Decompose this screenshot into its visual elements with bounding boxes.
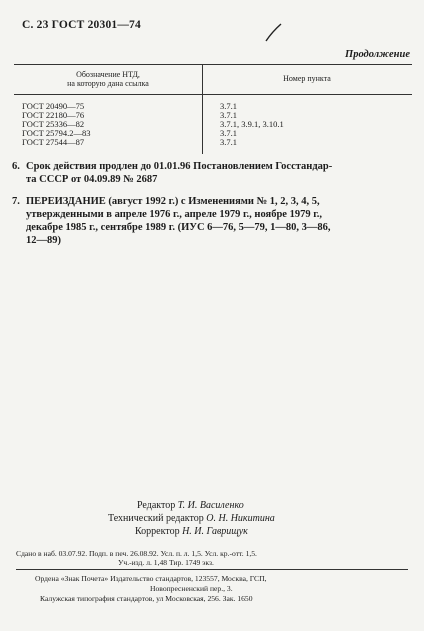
table-row-item: 3.7.1: [220, 110, 237, 120]
continuation-label: Продолжение: [345, 49, 410, 60]
table-row-doc: ГОСТ 20490—75: [22, 101, 85, 111]
table-row-doc: ГОСТ 25336—82: [22, 119, 85, 129]
table-row-item: 3.7.1: [220, 128, 237, 138]
imprint-print-info: Сдано в наб. 03.07.92. Подп. в печ. 26.08.92. Усл. п. л. 1,5. Усл. кр.-отт. 1,5.: [16, 549, 257, 558]
tech-editor-line: Технический редактор О. Н. Никитина: [108, 513, 275, 524]
handwritten-slash-mark: [262, 22, 284, 42]
references-table: [14, 64, 412, 154]
table-row-doc: ГОСТ 25794.2—83: [22, 128, 91, 138]
imprint-publisher-address: Новопресненский пер., 3.: [150, 584, 233, 593]
corrector-line: Корректор Н. И. Гаврищук: [135, 526, 248, 537]
imprint-publisher: Ордена «Знак Почета» Издательство стандартов, 123557, Москва, ГСП,: [35, 574, 267, 583]
column-header-item: Номер пункта: [283, 74, 331, 83]
table-row-doc: ГОСТ 22180—76: [22, 110, 85, 120]
imprint-divider: [16, 569, 408, 570]
section-7: 7. ПЕРЕИЗДАНИЕ (август 1992 г.) с Изменениями № 1, 2, 3, 4, 5, утвержденными в апреле 1976 г., апреле 1979 г., ноябре 1979 г., декабре 1985 г., сентябре 1989 г. (ИУС 6—76, 5—79, 1—80, 3—86, 12—89): [12, 196, 331, 246]
table-row-doc: ГОСТ 27544—87: [22, 137, 85, 147]
table-row-item: 3.7.1: [220, 101, 237, 111]
column-header-document: Обозначение НТД, на которую дана ссылка: [67, 70, 149, 88]
imprint-circulation: Уч.-изд. л. 1,48 Тир. 1749 экз.: [118, 558, 214, 567]
section-6: 6. Срок действия продлен до 01.01.96 Постановлением Госстандар- та СССР от 04.09.89 № 2687: [12, 161, 333, 185]
table-row-item: 3.7.1, 3.9.1, 3.10.1: [220, 119, 284, 129]
editor-line: Редактор Т. И. Василенко: [137, 500, 244, 511]
imprint-printing-house: Калужская типография стандартов, ул Московская, 256. Зак. 1650: [40, 594, 253, 603]
table-row-item: 3.7.1: [220, 137, 237, 147]
page-header: С. 23 ГОСТ 20301—74: [22, 19, 141, 31]
